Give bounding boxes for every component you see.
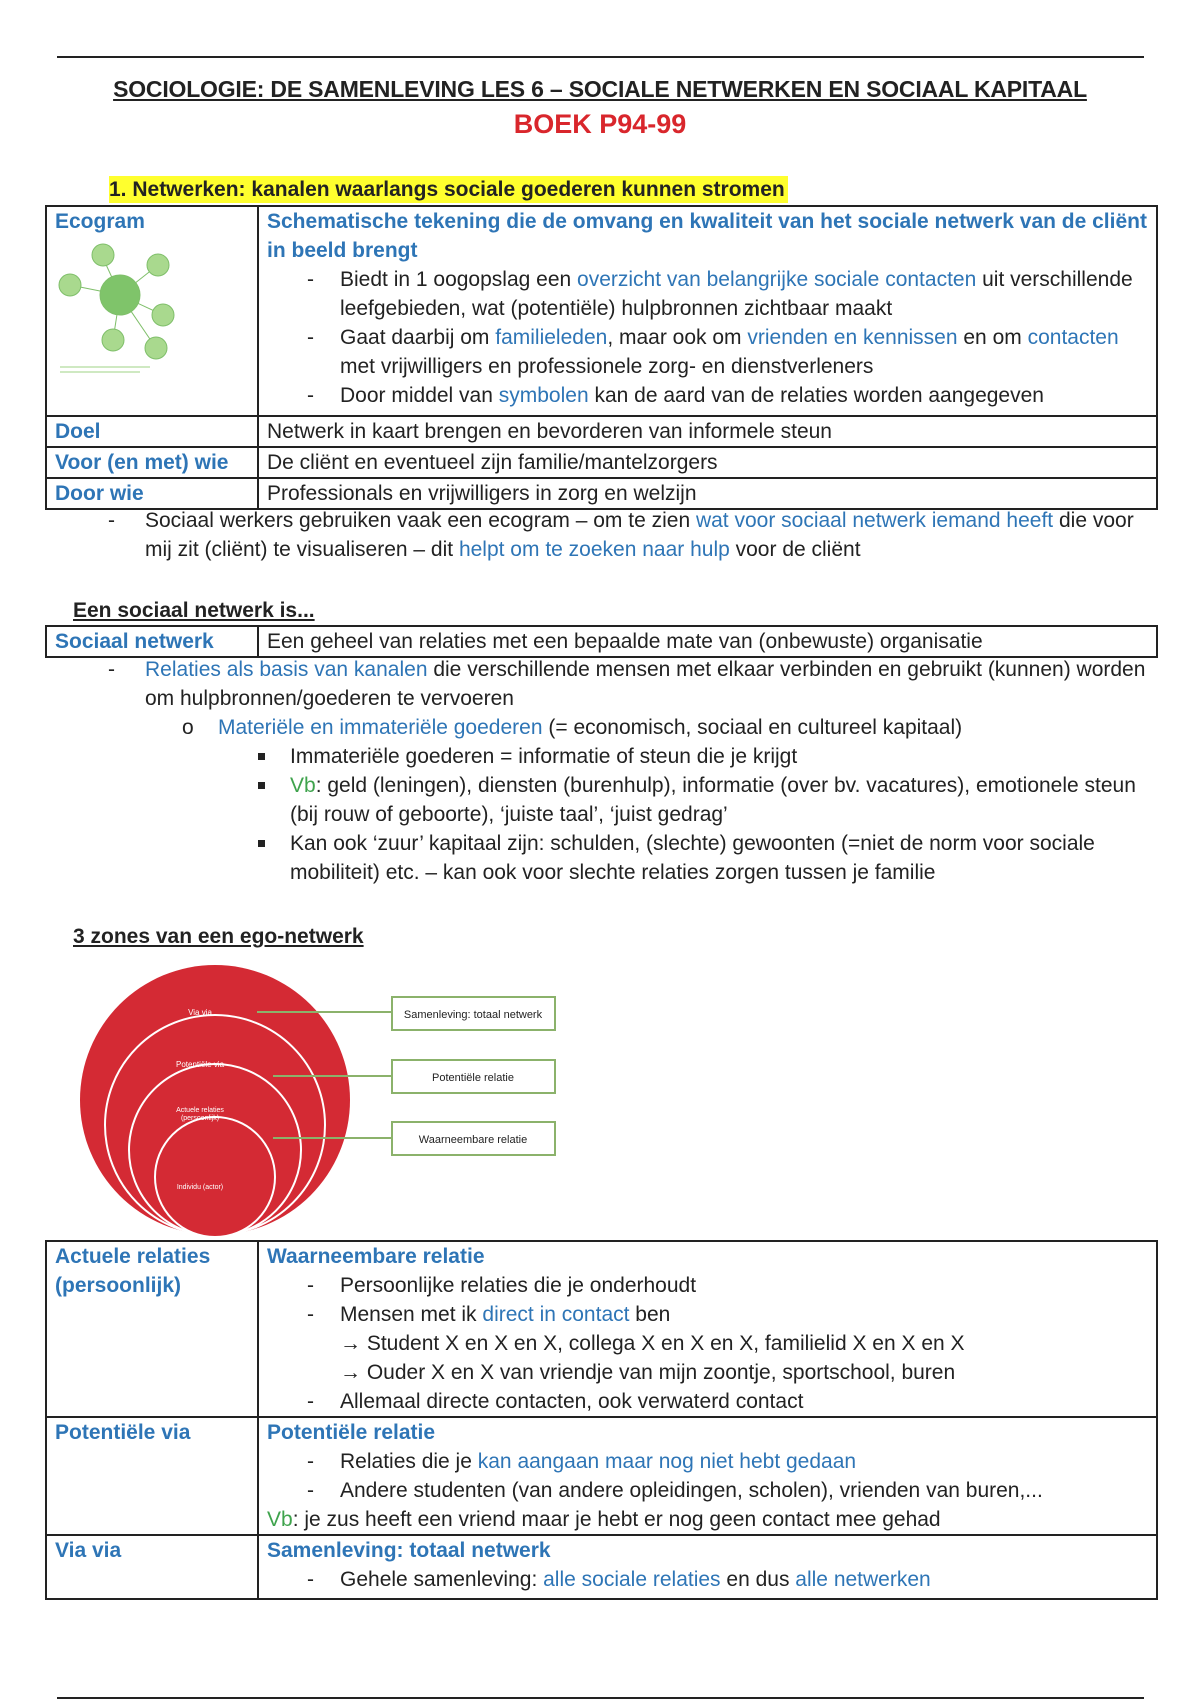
- list-item: - Relaties die je kan aangaan maar nog niet hebt gedaan: [307, 1447, 1156, 1476]
- list-item: - Door middel van symbolen kan de aard van de relaties worden aangegeven: [307, 381, 1156, 410]
- zone-actual-label: Actuele relaties (persoonlijk): [46, 1241, 258, 1417]
- ring-label-actual: Actuele relaties: [176, 1107, 224, 1114]
- list-item: - Gehele samenleving: alle sociale relaties en dus alle netwerken: [307, 1565, 1156, 1594]
- zone-potential-content: [258, 1417, 1157, 1535]
- ring-label-potential: Potentiële via: [175, 1060, 225, 1069]
- page-subtitle: BOEK P94-99: [513, 109, 687, 139]
- ecogram-definition: Schematische tekening die de omvang en kwaliteit van het sociale netwerk van de cliënt in beeld brengt: [267, 210, 1147, 262]
- table-row: [46, 1241, 1157, 1417]
- list-item: Immateriële goederen = informatie of steun die je krijgt: [100, 742, 1150, 771]
- section3-heading: 3 zones van een ego-netwerk: [73, 925, 364, 948]
- callout-total-network: Samenleving: totaal netwerk: [403, 1009, 543, 1021]
- table-row: [46, 1535, 1157, 1599]
- zone-total-label: Via via: [46, 1535, 258, 1599]
- section2-heading: Een sociaal netwerk is...: [73, 599, 315, 622]
- section1-heading: 1. Netwerken: kanalen waarlangs sociale goederen kunnen stromen: [109, 176, 788, 203]
- table-row: [46, 416, 1157, 447]
- zone-potential-label: Potentiële via: [46, 1417, 258, 1535]
- voor-wie-value: De cliënt en eventueel zijn familie/mantelzorgers: [258, 447, 1157, 478]
- ecogram-thumbnail-image: [58, 240, 178, 380]
- door-wie-value: Professionals en vrijwilligers in zorg en welzijn: [258, 478, 1157, 509]
- list-item: Kan ook ‘zuur’ kapitaal zijn: schulden, (slechte) gewoonten (=niet de norm voor sociale mobiliteit) etc. – kan ook voor slechte relaties zorgen tussen je familie: [100, 829, 1150, 887]
- callout-potential: Potentiële relatie: [432, 1072, 514, 1084]
- arrow-line: → Ouder X en X van vriendje van mijn zoontje, sportschool, buren: [340, 1361, 956, 1384]
- ego-network-diagram: [70, 960, 565, 1240]
- top-rule: [57, 56, 1144, 58]
- zone-potential-heading: Potentiële relatie: [267, 1421, 436, 1444]
- sociaal-netwerk-label: Sociaal netwerk: [46, 626, 258, 657]
- list-item: - Biedt in 1 oogopslag een overzicht van belangrijke sociale contacten uit verschillende leefgebieden, wat (potentiële) hulpbronnen zichtbaar maakt: [307, 265, 1156, 323]
- sociaal-netwerk-bullets: [100, 655, 1150, 887]
- zone-actual-heading: Waarneembare relatie: [267, 1245, 485, 1268]
- ring-label-outer: Via via: [188, 1008, 212, 1017]
- zone-individual-circle: [155, 1117, 275, 1237]
- callout-observable: Waarneembare relatie: [418, 1134, 528, 1146]
- zone-actual-content: [258, 1241, 1157, 1417]
- zone-total-content: [258, 1535, 1157, 1599]
- table-row: [46, 1417, 1157, 1535]
- ecogram-note: [100, 506, 1150, 564]
- voor-wie-label: Voor (en met) wie: [46, 447, 258, 478]
- list-item: - Mensen met ik direct in contact ben: [307, 1300, 1156, 1329]
- list-item: - Sociaal werkers gebruiken vaak een ecogram – om te zien wat voor sociaal netwerk iemand heeft die voor mij zit (cliënt) te visualiseren – dit helpt om te zoeken naar hulp voor de cliënt: [100, 506, 1150, 564]
- doel-label: Doel: [46, 416, 258, 447]
- sociaal-netwerk-value: Een geheel van relaties met een bepaalde mate van (onbewuste) organisatie: [258, 626, 1157, 657]
- ecogram-table: [45, 205, 1158, 510]
- example-line: Vb: je zus heeft een vriend maar je hebt er nog geen contact mee gehad: [267, 1508, 941, 1531]
- list-item: Vb: geld (leningen), diensten (burenhulp), informatie (over bv. vacatures), emotionele steun (bij rouw of geboorte), ‘juiste taal’, ‘juist gedrag’: [100, 771, 1150, 829]
- list-item: - Relaties als basis van kanalen die verschillende mensen met elkaar verbinden en gebruikt (kunnen) worden om hulpbronnen/goederen te vervoeren: [100, 655, 1150, 713]
- bottom-rule: [57, 1697, 1144, 1699]
- list-item: - Andere studenten (van andere opleidingen, scholen), vrienden van buren,...: [307, 1476, 1156, 1505]
- ecogram-content-cell: [258, 206, 1157, 416]
- table-row: [46, 626, 1157, 657]
- door-wie-label: Door wie: [46, 478, 258, 509]
- list-item: - Allemaal directe contacten, ook verwaterd contact: [307, 1387, 1156, 1416]
- zone-total-heading: Samenleving: totaal netwerk: [267, 1539, 551, 1562]
- table-row: [46, 478, 1157, 509]
- list-item: o Materiële en immateriële goederen (= economisch, sociaal en cultureel kapitaal): [100, 713, 1150, 742]
- ecogram-bullets: [267, 265, 1156, 410]
- ring-label-actual-2: (persoonlijk): [180, 1115, 220, 1122]
- list-item: - Persoonlijke relaties die je onderhoudt: [307, 1271, 1156, 1300]
- doel-value: Netwerk in kaart brengen en bevorderen van informele steun: [258, 416, 1157, 447]
- ecogram-label: Ecogram: [55, 210, 145, 233]
- list-item: - Gaat daarbij om familieleden, maar ook om vrienden en kennissen en om contacten met vrijwilligers en professionele zorg- en dienstverleners: [307, 323, 1156, 381]
- ring-label-individual: Individu (actor): [176, 1184, 224, 1191]
- sociaal-netwerk-table: [45, 625, 1158, 658]
- page-title: SOCIOLOGIE: DE SAMENLEVING LES 6 – SOCIALE NETWERKEN EN SOCIAAL KAPITAAL: [113, 76, 1087, 102]
- zones-table: [45, 1240, 1158, 1600]
- arrow-line: → Student X en X en X, collega X en X en X, familielid X en X en X: [340, 1332, 965, 1355]
- table-row: [46, 206, 1157, 416]
- table-row: [46, 447, 1157, 478]
